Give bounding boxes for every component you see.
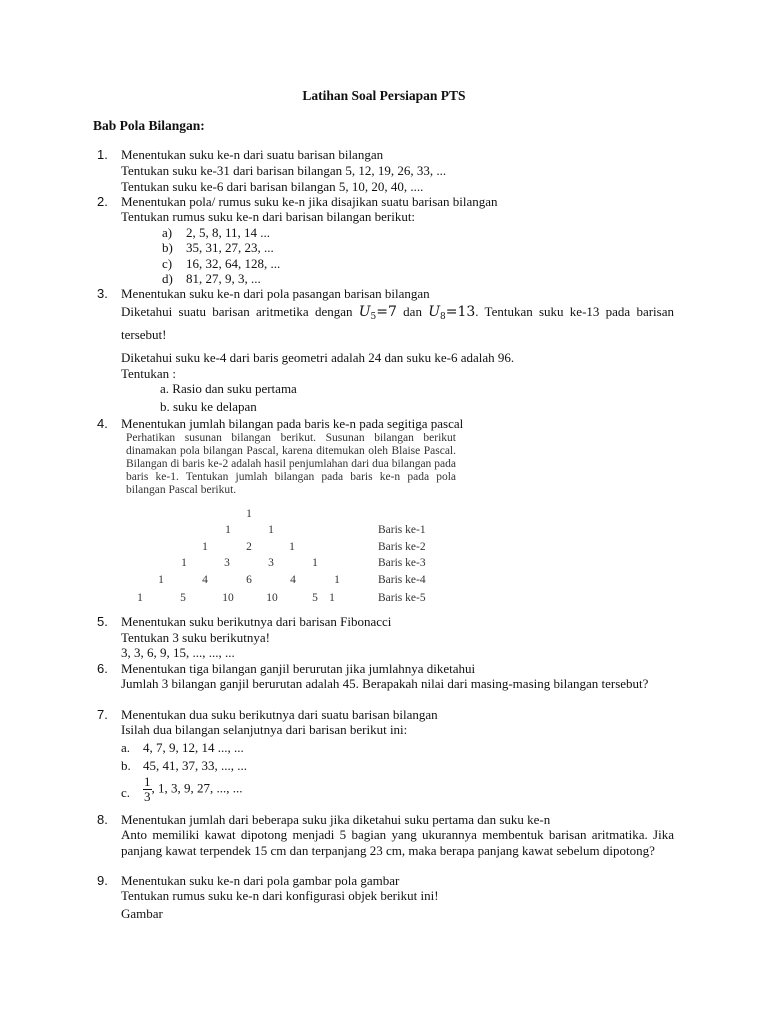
u8-symbol: U xyxy=(428,304,441,320)
q7-b-label: b. xyxy=(121,758,131,773)
q9-line-2: Gambar xyxy=(121,906,163,921)
q7-c-expression xyxy=(143,775,243,804)
q3-item-b: b. suku ke delapan xyxy=(160,399,257,414)
fraction-denominator: 3 xyxy=(144,789,151,804)
pascal-cell: 1 xyxy=(158,574,164,586)
q5-number: 5. xyxy=(97,614,108,629)
pascal-label-1: Baris ke-1 xyxy=(378,524,426,536)
q9-line-1: Tentukan rumus suku ke-n dari konfigurasi objek berikut ini! xyxy=(121,888,439,903)
q2-item-c-text: 16, 32, 64, 128, ... xyxy=(186,256,281,271)
q6-heading: Menentukan tiga bilangan ganjil berurutan jika jumlahnya diketahui xyxy=(121,661,476,676)
pascal-cell: 10 xyxy=(266,592,278,604)
q7-b-text: 45, 41, 37, 33, ..., ... xyxy=(143,758,247,773)
q5-line-2: 3, 3, 6, 9, 15, ..., ..., ... xyxy=(121,645,235,660)
q8-number: 8. xyxy=(97,812,108,827)
q8-heading: Menentukan jumlah dari beberapa suku jika diketahui suku pertama dan suku ke-n xyxy=(121,812,551,827)
q3-paragraph-2: Diketahui suku ke-4 dari baris geometri adalah 24 dan suku ke-6 adalah 96. xyxy=(121,350,515,365)
pascal-cell: 1 xyxy=(137,592,143,604)
q2-instruction: Tentukan rumus suku ke-n dari barisan bilangan berikut: xyxy=(121,209,416,224)
q3-paragraph-1 xyxy=(121,303,674,344)
pascal-cell: 6 xyxy=(246,574,252,586)
q2-item-b-text: 35, 31, 27, 23, ... xyxy=(186,240,274,255)
q6-number: 6. xyxy=(97,661,108,676)
q2-item-d-label: d) xyxy=(162,271,173,286)
q3-dan: dan xyxy=(396,304,429,319)
q5-heading: Menentukan suku berikutnya dari barisan Fibonacci xyxy=(121,614,392,629)
q2-number: 2. xyxy=(97,194,108,209)
q3-p1-end: . Tentukan suku ke-13 pada barisan tersebut! xyxy=(121,304,674,342)
q7-a-text: 4, 7, 9, 12, 14 ..., ... xyxy=(143,740,244,755)
pascal-cell: 1 xyxy=(268,524,274,536)
q5-line-1: Tentukan 3 suku berikutnya! xyxy=(121,630,270,645)
q3-number: 3. xyxy=(97,286,108,301)
pascal-cell: 1 xyxy=(225,524,231,536)
q6-text: Jumlah 3 bilangan ganjil berurutan adalah 45. Berapakah nilai dari masing-masing bilangan tersebut? xyxy=(121,676,649,691)
q1-heading: Menentukan suku ke-n dari suatu barisan bilangan xyxy=(121,147,384,162)
q3-item-a: a. Rasio dan suku pertama xyxy=(160,381,297,396)
fraction-one-third xyxy=(143,775,152,804)
q7-number: 7. xyxy=(97,707,108,722)
pascal-cell: 1 xyxy=(329,592,335,604)
q3-heading: Menentukan suku ke-n dari pola pasangan barisan bilangan xyxy=(121,286,430,301)
pascal-cell: 4 xyxy=(202,574,208,586)
q7-instruction: Isilah dua bilangan selanjutnya dari barisan berikut ini: xyxy=(121,722,408,737)
q4-heading: Menentukan jumlah bilangan pada baris ke-n pada segitiga pascal xyxy=(121,416,464,431)
q4-number: 4. xyxy=(97,416,108,431)
q7-c-text: , 1, 3, 9, 27, ..., ... xyxy=(151,780,243,796)
q2-heading: Menentukan pola/ rumus suku ke-n jika disajikan suatu barisan bilangan xyxy=(121,194,498,209)
q2-item-b-label: b) xyxy=(162,240,173,255)
pascal-label-5: Baris ke-5 xyxy=(378,592,426,604)
pascal-cell: 1 xyxy=(334,574,340,586)
q7-a-label: a. xyxy=(121,740,131,755)
pascal-label-2: Baris ke-2 xyxy=(378,541,426,553)
q1-line-1: Tentukan suku ke-31 dari barisan bilangan 5, 12, 19, 26, 33, ... xyxy=(121,163,447,178)
q2-item-c-label: c) xyxy=(162,256,173,271)
u8-subscript: 8 xyxy=(440,312,446,322)
q3-p1-start: Diketahui suatu barisan aritmetika dengan xyxy=(121,304,359,319)
q9-heading: Menentukan suku ke-n dari pola gambar pola gambar xyxy=(121,873,400,888)
q2-item-d-text: 81, 27, 9, 3, ... xyxy=(186,271,261,286)
pascal-cell: 1 xyxy=(289,541,295,553)
pascal-cell: 1 xyxy=(246,508,252,520)
q2-item-a-label: a) xyxy=(162,225,173,240)
u5-subscript: 5 xyxy=(370,312,377,322)
document-title: Latihan Soal Persiapan PTS xyxy=(302,88,466,103)
pascal-cell: 4 xyxy=(290,574,296,586)
q1-line-2: Tentukan suku ke-6 dari barisan bilangan 5, 10, 20, 40, .... xyxy=(121,179,424,194)
pascal-cell: 2 xyxy=(246,541,252,553)
pascal-cell: 3 xyxy=(268,557,274,569)
pascal-cell: 5 xyxy=(312,592,318,604)
pascal-cell: 1 xyxy=(181,557,187,569)
q9-number: 9. xyxy=(97,873,108,888)
pascal-cell: 3 xyxy=(224,557,230,569)
pascal-description: Perhatikan susunan bilangan berikut. Susunan bilangan berikut dinamakan pola bilangan Pascal, karena ditemukan oleh Blaise Pascal. Bilangan di baris ke-2 adalah hasil penjumlahan dari dua bilangan pada baris ke-1. Tentukan jumlah bilangan pada baris ke-n pada pola bilangan Pascal berikut. xyxy=(126,432,456,496)
pascal-cell: 1 xyxy=(312,557,318,569)
pascal-label-3: Baris ke-3 xyxy=(378,557,426,569)
u5-symbol: U xyxy=(358,304,371,320)
q2-item-a-text: 2, 5, 8, 11, 14 ... xyxy=(186,225,271,240)
pascal-cell: 10 xyxy=(222,592,234,604)
pascal-label-4: Baris ke-4 xyxy=(378,574,426,586)
q7-heading: Menentukan dua suku berikutnya dari suatu barisan bilangan xyxy=(121,707,438,722)
q7-c-label: c. xyxy=(121,785,131,800)
pascal-cell: 5 xyxy=(180,592,186,604)
u5-value: =7 xyxy=(376,304,397,320)
q3-tentukan: Tentukan : xyxy=(121,366,177,381)
chapter-heading: Bab Pola Bilangan: xyxy=(93,118,205,133)
u8-value: =13 xyxy=(445,304,476,320)
q8-text: Anto memiliki kawat dipotong menjadi 5 bagian yang ukurannya membentuk barisan aritmatika. Jika panjang kawat terpendek 15 cm dan terpanjang 23 cm, maka berapa panjang kawat sebelum dipotong? xyxy=(121,827,674,858)
pascal-cell: 1 xyxy=(202,541,208,553)
q1-number: 1. xyxy=(97,147,108,162)
fraction-numerator: 1 xyxy=(144,774,151,789)
